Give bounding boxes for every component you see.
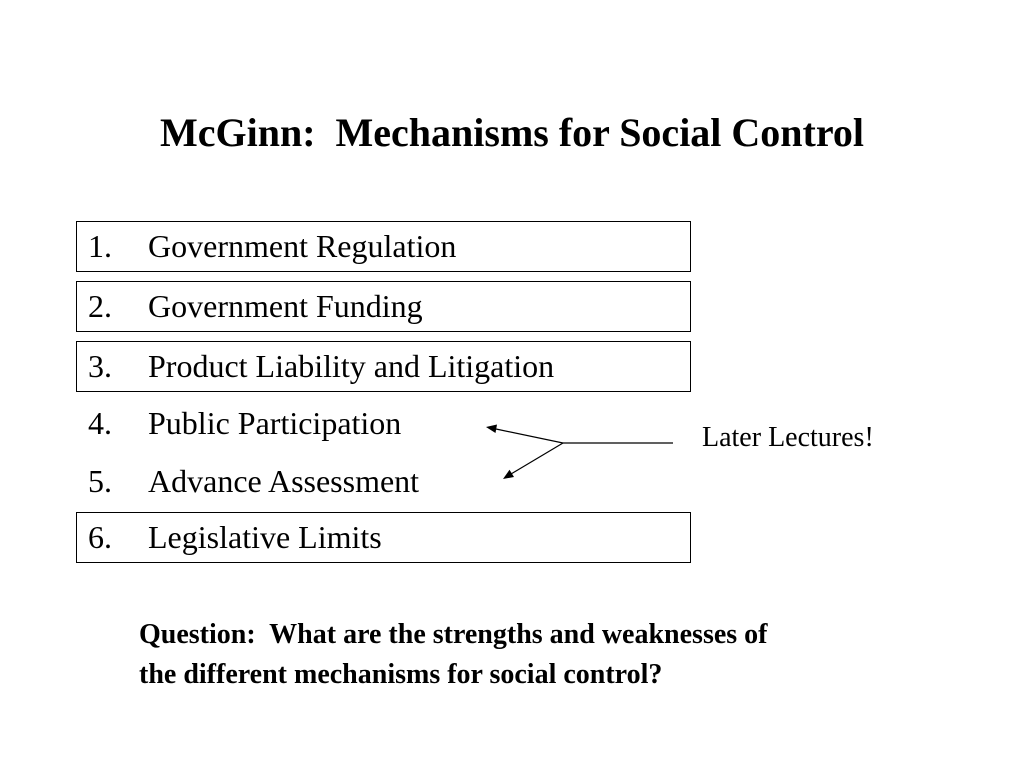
list-item-label: Advance Assessment bbox=[148, 463, 420, 499]
discussion-question bbox=[139, 615, 939, 695]
list-item-number: 2. bbox=[88, 288, 112, 324]
list-item-label: Government Funding bbox=[148, 288, 423, 324]
list-item-label: Legislative Limits bbox=[148, 519, 382, 555]
list-item-label: Public Participation bbox=[148, 405, 402, 441]
question-line-1: Question: What are the strengths and weaknesses of bbox=[139, 619, 768, 650]
list-item-number: 6. bbox=[88, 519, 112, 555]
question-line-2: the different mechanisms for social control? bbox=[139, 659, 663, 690]
slide-title: McGinn: Mechanisms for Social Control bbox=[159, 110, 865, 155]
later-lectures-callout: Later Lectures! bbox=[702, 422, 874, 453]
list-item-government-regulation bbox=[76, 221, 691, 272]
list-item-number: 4. bbox=[88, 405, 112, 441]
list-item-legislative-limits bbox=[76, 512, 691, 563]
list-item-advance-assessment bbox=[76, 457, 691, 508]
list-item-product-liability bbox=[76, 341, 691, 392]
list-item-number: 3. bbox=[88, 348, 112, 384]
list-item-number: 1. bbox=[88, 228, 112, 264]
list-item-public-participation bbox=[76, 399, 691, 450]
list-item-label: Government Regulation bbox=[148, 228, 457, 264]
list-item-government-funding bbox=[76, 281, 691, 332]
list-item-number: 5. bbox=[88, 463, 112, 499]
list-item-label: Product Liability and Litigation bbox=[148, 348, 555, 384]
